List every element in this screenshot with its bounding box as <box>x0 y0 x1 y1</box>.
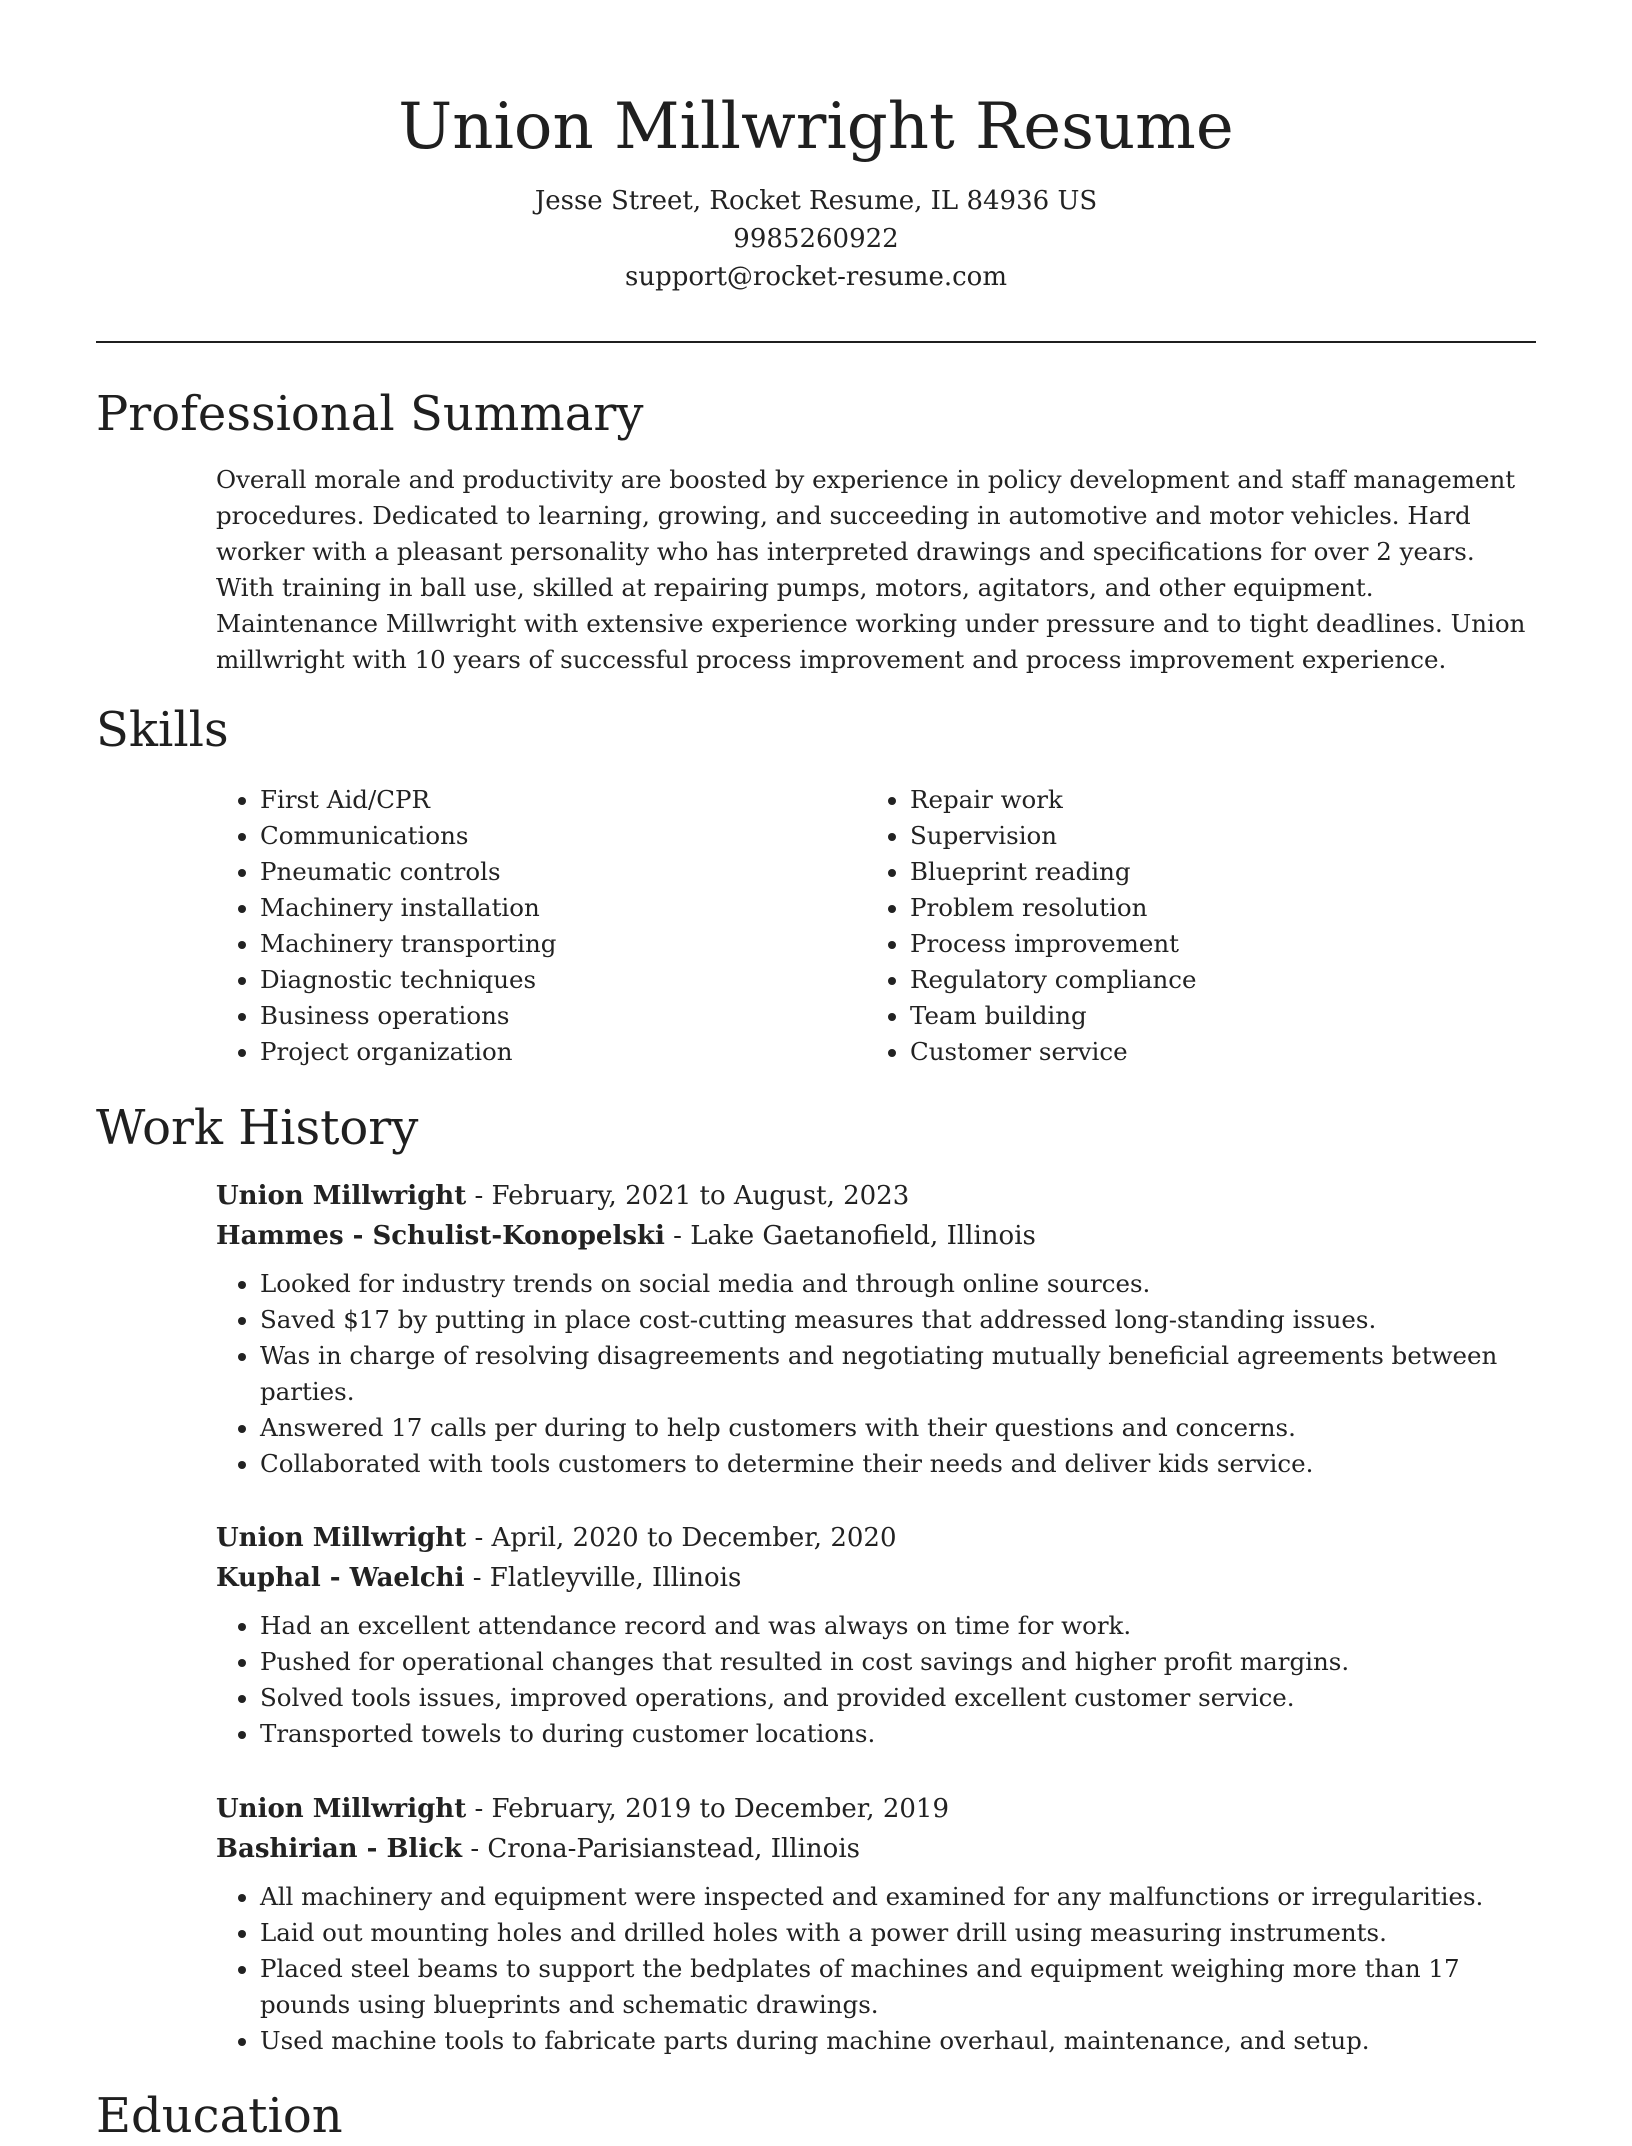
skill-item: • Business operations <box>260 998 856 1034</box>
job-bullet: • Laid out mounting holes and drilled holes with a power drill using measuring instruments. <box>260 1915 1516 1951</box>
job-title-line <box>216 1176 1516 1216</box>
skill-item: • Repair work <box>910 782 1506 818</box>
resume-title: Union Millwright Resume <box>398 90 1234 164</box>
work-history-heading: Work History <box>96 1100 419 1156</box>
job-bullet: • Transported towels to during customer locations. <box>260 1716 1516 1752</box>
contact-phone: 9985260922 <box>733 224 899 254</box>
job-bullet: • Was in charge of resolving disagreements and negotiating mutually beneficial agreements between parties. <box>260 1338 1516 1410</box>
skill-item: • Process improvement <box>910 926 1506 962</box>
skills-column-right <box>866 782 1506 1070</box>
job-bullet: • Placed steel beams to support the bedplates of machines and equipment weighing more than 17 pounds using blueprints and schematic drawings. <box>260 1951 1516 2023</box>
job-bullet: • Answered 17 calls per during to help customers with their questions and concerns. <box>260 1410 1516 1446</box>
job-company-line <box>216 1558 1516 1598</box>
skills-column-left <box>216 782 856 1070</box>
education-heading: Education <box>96 2088 343 2144</box>
skill-item: • Team building <box>910 998 1506 1034</box>
job-title-line <box>216 1789 1516 1829</box>
contact-email: support@rocket-resume.com <box>624 262 1007 292</box>
skill-item: • Communications <box>260 818 856 854</box>
job-bullet: • Collaborated with tools customers to determine their needs and deliver kids service. <box>260 1446 1516 1482</box>
summary-text: Overall morale and productivity are boosted by experience in policy development and staff management procedures. Dedicated to learning, growing, and succeeding in automotive and motor vehicles. Hard worker with a pleasant personality who has interpreted drawings and specifications for over 2 years. With training in ball use, skilled at repairing pumps, motors, agitators, and other equipment. Maintenance Millwright with extensive experience working under pressure and to tight deadlines. Union millwright with 10 years of successful process improvement and process improvement experience. <box>216 465 1526 674</box>
job-entry <box>216 1176 1516 1482</box>
job-bullet: • Had an excellent attendance record and was always on time for work. <box>260 1608 1516 1644</box>
contact-block <box>96 182 1536 296</box>
skill-item: • Blueprint reading <box>910 854 1506 890</box>
job-company: Hammes - Schulist-Konopelski <box>216 1221 665 1251</box>
job-dates: February, 2021 to August, 2023 <box>491 1181 910 1211</box>
skill-item: • Machinery transporting <box>260 926 856 962</box>
job-company-line <box>216 1829 1516 1869</box>
job-title: Union Millwright <box>216 1181 467 1211</box>
skill-item: • Diagnostic techniques <box>260 962 856 998</box>
skill-item: • Customer service <box>910 1034 1506 1070</box>
job-separator: - <box>472 1563 490 1593</box>
job-bullet: • Looked for industry trends on social media and through online sources. <box>260 1266 1516 1302</box>
job-dates: April, 2020 to December, 2020 <box>491 1523 897 1553</box>
job-bullet: • Pushed for operational changes that resulted in cost savings and higher profit margins. <box>260 1644 1516 1680</box>
job-separator: - <box>470 1834 488 1864</box>
skill-item: • Pneumatic controls <box>260 854 856 890</box>
job-title: Union Millwright <box>216 1523 467 1553</box>
header-divider <box>96 341 1536 343</box>
job-bullet: • Solved tools issues, improved operations, and provided excellent customer service. <box>260 1680 1516 1716</box>
job-separator: - <box>474 1794 492 1824</box>
job-company-line <box>216 1216 1516 1256</box>
skill-item: • Problem resolution <box>910 890 1506 926</box>
job-dates: February, 2019 to December, 2019 <box>491 1794 949 1824</box>
job-bullets <box>216 1266 1516 1482</box>
job-title: Union Millwright <box>216 1794 467 1824</box>
job-location: Lake Gaetanofield, Illinois <box>690 1221 1036 1251</box>
job-bullets <box>216 1879 1516 2059</box>
job-bullet: • Used machine tools to fabricate parts during machine overhaul, maintenance, and setup. <box>260 2023 1516 2059</box>
job-company: Bashirian - Blick <box>216 1834 463 1864</box>
job-separator: - <box>474 1523 492 1553</box>
job-title-line <box>216 1518 1516 1558</box>
skill-item: • First Aid/CPR <box>260 782 856 818</box>
job-company: Kuphal - Waelchi <box>216 1563 465 1593</box>
job-separator: - <box>673 1221 691 1251</box>
job-bullet: • All machinery and equipment were inspected and examined for any malfunctions or irregularities. <box>260 1879 1516 1915</box>
skill-item: • Supervision <box>910 818 1506 854</box>
job-entry <box>216 1518 1516 1752</box>
skill-item: • Regulatory compliance <box>910 962 1506 998</box>
job-location: Crona-Parisianstead, Illinois <box>487 1834 860 1864</box>
job-location: Flatleyville, Illinois <box>489 1563 742 1593</box>
summary-heading: Professional Summary <box>96 386 644 442</box>
skills-heading: Skills <box>96 702 229 758</box>
job-entry <box>216 1789 1516 2059</box>
skill-item: • Project organization <box>260 1034 856 1070</box>
job-bullets <box>216 1608 1516 1752</box>
contact-address: Jesse Street, Rocket Resume, IL 84936 US <box>534 186 1098 216</box>
job-bullet: • Saved $17 by putting in place cost-cutting measures that addressed long-standing issues. <box>260 1302 1516 1338</box>
resume-header <box>96 82 1536 296</box>
skill-item: • Machinery installation <box>260 890 856 926</box>
job-separator: - <box>474 1181 492 1211</box>
